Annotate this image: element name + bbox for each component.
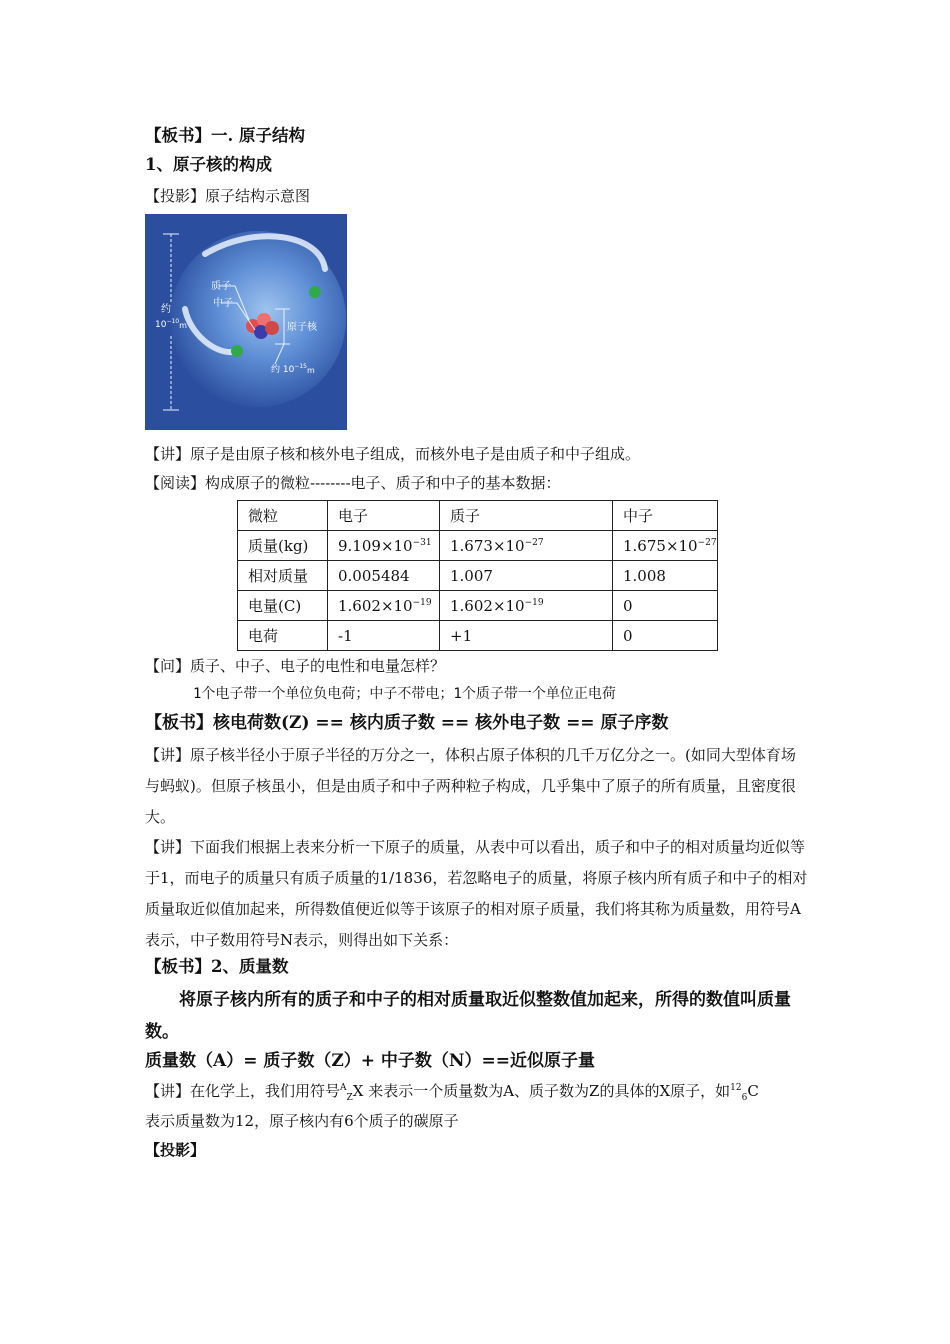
table-header-cell: 微粒: [238, 501, 328, 531]
board-mass-number: 【板书】2、质量数: [145, 957, 289, 976]
question-text: 【问】质子、中子、电子的电性和电量怎样？: [145, 657, 446, 675]
table-cell: 0: [613, 621, 718, 651]
label-about: 约: [161, 304, 171, 315]
table-header-cell: 电子: [328, 501, 440, 531]
table-cell: 电荷: [238, 621, 328, 651]
table-cell: +1: [440, 621, 613, 651]
electron-dot: [309, 286, 321, 298]
table-cell: 0.005484: [328, 561, 440, 591]
lecture-symbol-example: 表示质量数为12，原子核内有6个质子的碳原子: [145, 1112, 459, 1130]
atom-structure-figure: [145, 214, 347, 430]
table-cell: $9.109\times 10^{-31}$: [328, 531, 440, 561]
lecture-mass-analysis: 【讲】下面我们根据上表来分析一下原子的质量，从表中可以看出，质子和中子的相对质量均近似等于1，而电子的质量只有质子质量的1/1836，若忽略电子的质量，将原子核内所有质子和中子的相对质量取近似值加起来，所得数值便近似等于该原子的相对原子质量，我们将其称为质量数，用符号A表示，中子数用符号N表示，则得出如下关系：: [145, 838, 808, 949]
table-row: [238, 561, 718, 591]
table-row: [238, 531, 718, 561]
table-cell: $1.602\times 10^{-19}$: [440, 591, 613, 621]
answer-text: 1个电子带一个单位负电荷；中子不带电；1个质子带一个单位正电荷: [193, 686, 616, 702]
lecture-nucleus-size: 【讲】原子核半径小于原子半径的万分之一，体积占原子体积的几千万亿分之一。(如同大型体育场与蚂蚁)。但原子核虽小，但是由质子和中子两种粒子构成，几乎集中了原子的所有质量，且密度很大。: [145, 746, 796, 826]
table-cell: 电量(C): [238, 591, 328, 621]
proton-dot: [265, 321, 279, 335]
mass-number-formula: 质量数（A）= 质子数（Z）+ 中子数（N）==近似原子量: [145, 1051, 595, 1071]
projection-label: 【投影】: [145, 1141, 206, 1159]
atom-diagram-svg: [145, 214, 347, 430]
heading-nucleus-composition: 1、原子核的构成: [145, 155, 272, 174]
board-nuclear-charge: 【板书】核电荷数(Z) == 核内质子数 == 核外电子数 == 原子序数: [145, 713, 669, 733]
label-atom-exp: −10: [166, 318, 180, 325]
label-proton: 质子: [211, 281, 231, 292]
particle-data-table: [237, 500, 718, 651]
label-nucleus: 原子核: [287, 322, 317, 333]
label-nucleus-exp: −15: [294, 363, 307, 370]
label-nucleus-unit: m: [307, 366, 315, 375]
table-cell: 相对质量: [238, 561, 328, 591]
table-cell: $1.675\times 10^{-27}$: [613, 531, 718, 561]
electron-dot: [231, 345, 243, 357]
label-atom-unit: m: [179, 321, 187, 330]
table-header-row: [238, 501, 718, 531]
table-row: [238, 591, 718, 621]
table-row: [238, 621, 718, 651]
lecture-symbol-notation: 【讲】在化学上，我们用符号$^A_Z$X 来表示一个质量数为A、质子数为Z的具体的X原子，如$^{12}_6$C: [145, 1082, 759, 1103]
reading-caption: 【阅读】构成原子的微粒--------电子、质子和中子的基本数据：: [145, 474, 561, 492]
table-cell: -1: [328, 621, 440, 651]
table-header-cell: 中子: [613, 501, 718, 531]
table-cell: 1.007: [440, 561, 613, 591]
label-nucleus-size: 约 10: [271, 365, 295, 375]
lecture-atom-composition: 【讲】原子是由原子核和核外电子组成，而核外电子是由质子和中子组成。: [145, 445, 641, 463]
heading-atomic-structure: 【板书】一. 原子结构: [145, 126, 305, 145]
table-cell: 1.008: [613, 561, 718, 591]
label-atom-size: 10: [155, 320, 167, 330]
projection-caption: 【投影】原子结构示意图: [145, 187, 311, 205]
label-neutron: 中子: [213, 298, 233, 309]
table-cell: 0: [613, 591, 718, 621]
mass-number-definition: 将原子核内所有的质子和中子的相对质量取近似整数值加起来，所得的数值叫质量数。: [145, 990, 791, 1042]
table-cell: $1.673\times 10^{-27}$: [440, 531, 613, 561]
table-cell: 质量(kg): [238, 531, 328, 561]
table-cell: $1.602\times 10^{-19}$: [328, 591, 440, 621]
table-header-cell: 质子: [440, 501, 613, 531]
